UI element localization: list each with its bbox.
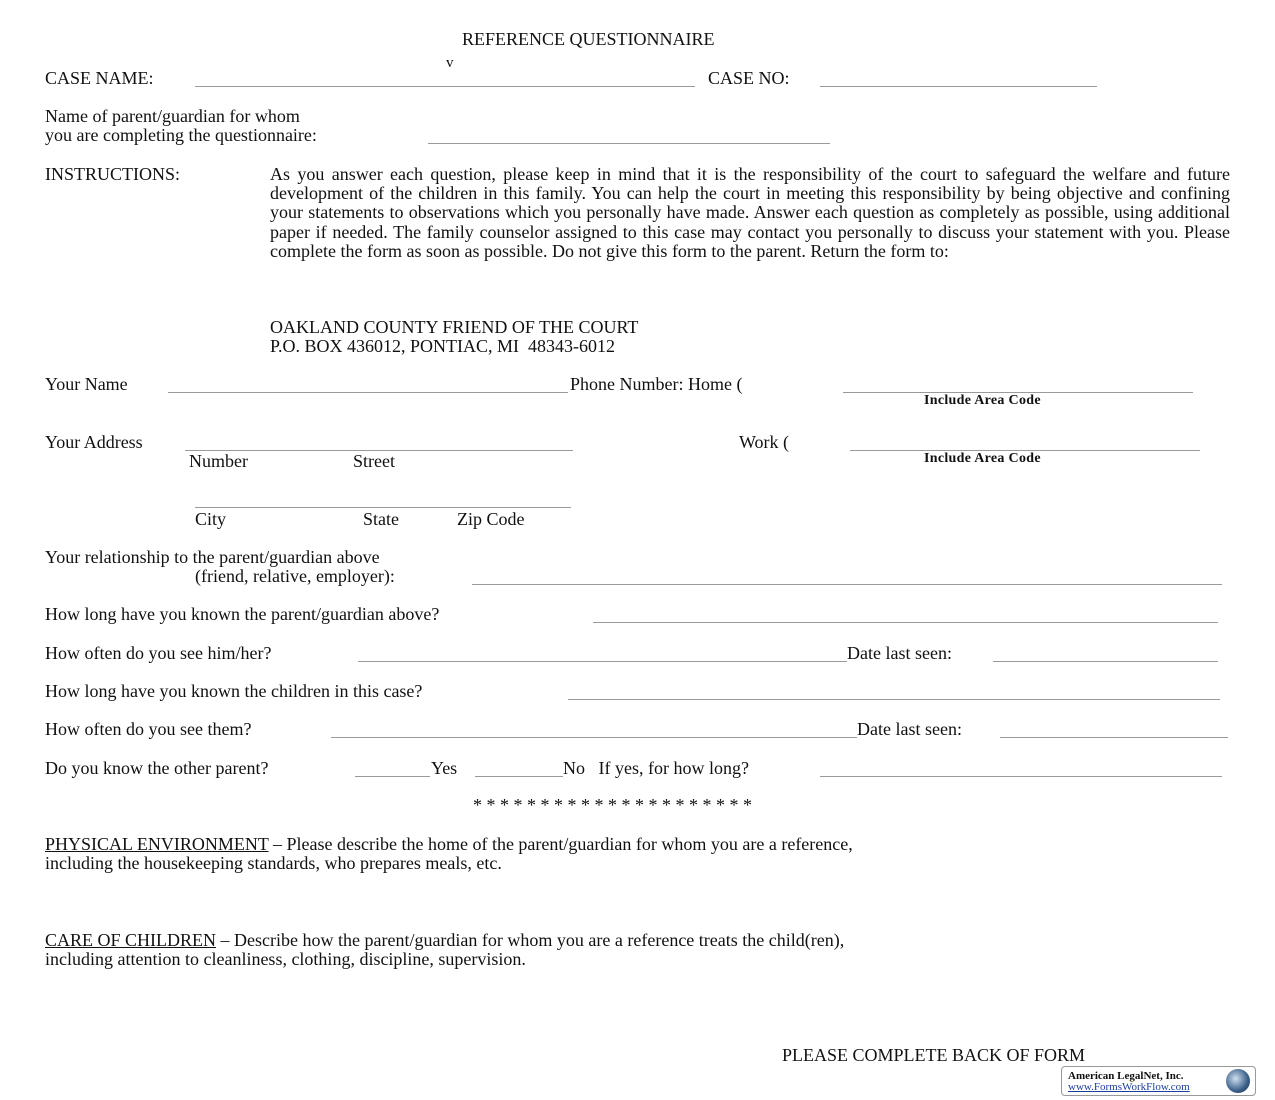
care-of-children-text-1: [45, 931, 844, 950]
date-last-seen-label-1: Date last seen:: [847, 643, 952, 663]
often-parent-field[interactable]: [358, 661, 847, 662]
other-parent-no-field[interactable]: [475, 776, 563, 777]
date-last-seen-field-1[interactable]: [993, 661, 1218, 662]
other-parent-how-long-field[interactable]: [820, 776, 1222, 777]
phone-home-label: Phone Number: Home (: [570, 374, 743, 394]
other-parent-yes-field[interactable]: [355, 776, 430, 777]
city-state-zip-field[interactable]: [195, 507, 571, 508]
yes-label: Yes: [431, 758, 458, 778]
globe-icon: [1226, 1069, 1250, 1093]
date-last-seen-label-2: Date last seen:: [857, 719, 962, 739]
zip-label: Zip Code: [457, 509, 525, 529]
often-children-label: How often do you see them?: [45, 719, 252, 739]
case-no-label: CASE NO:: [708, 68, 790, 88]
instructions-text: As you answer each question, please keep in mind that it is the responsibility of the court to safeguard the welfare and future development of the children in this family. You can help the court in meeting this responsibility by being objective and confining your statements to observations which you personally have made. Answer each question as completely as possible, using additional paper if needed. The family counselor assigned to this case may contact you personally to discuss your statement with you. Please complete the form as soon as possible. Do not give this form to the parent. Return the form to:: [270, 164, 1230, 261]
known-parent-label: How long have you known the parent/guardian above?: [45, 604, 440, 624]
physical-environment-heading: PHYSICAL ENVIRONMENT: [45, 834, 269, 854]
no-how-long-label: No If yes, for how long?: [563, 758, 749, 778]
american-legalnet-logo[interactable]: [1061, 1066, 1256, 1096]
known-children-label: How long have you known the children in this case?: [45, 681, 423, 701]
case-no-field[interactable]: [820, 86, 1097, 87]
return-address-2: P.O. BOX 436012, PONTIAC, MI 48343-6012: [270, 336, 616, 356]
known-children-field[interactable]: [568, 699, 1220, 700]
parent-label-2: you are completing the questionnaire:: [45, 125, 317, 145]
often-parent-label: How often do you see him/her?: [45, 643, 272, 663]
relationship-label-1: Your relationship to the parent/guardian above: [45, 547, 380, 567]
case-name-label: CASE NAME:: [45, 68, 154, 88]
your-address-label: Your Address: [45, 432, 143, 452]
physical-environment-prompt: – Please describe the home of the parent/guardian for whom you are a reference,: [268, 834, 853, 854]
known-parent-field[interactable]: [593, 622, 1218, 623]
care-of-children-prompt: – Describe how the parent/guardian for whom you are a reference treats the child(ren),: [216, 930, 845, 950]
care-of-children-text-2: including attention to cleanliness, clothing, discipline, supervision.: [45, 949, 526, 969]
logo-url-link[interactable]: www.FormsWorkFlow.com: [1068, 1081, 1190, 1093]
section-divider-stars: * * * * * * * * * * * * * * * * * * * * *: [473, 795, 752, 815]
return-address-1: OAKLAND COUNTY FRIEND OF THE COURT: [270, 317, 639, 337]
number-label: Number: [189, 451, 248, 471]
area-code-hint-work: Include Area Code: [924, 451, 1041, 466]
instructions-label: INSTRUCTIONS:: [45, 164, 181, 184]
relationship-field[interactable]: [472, 584, 1222, 585]
page-title: REFERENCE QUESTIONNAIRE: [462, 29, 715, 49]
parent-name-field[interactable]: [428, 143, 830, 144]
physical-environment-text-1: [45, 835, 853, 854]
area-code-hint-home: Include Area Code: [924, 393, 1041, 408]
other-parent-label: Do you know the other parent?: [45, 758, 269, 778]
parent-label-1: Name of parent/guardian for whom: [45, 106, 300, 126]
city-label: City: [195, 509, 227, 529]
date-last-seen-field-2[interactable]: [1000, 737, 1228, 738]
state-label: State: [363, 509, 399, 529]
case-name-field[interactable]: [195, 86, 695, 87]
your-name-label: Your Name: [45, 374, 128, 394]
your-name-field[interactable]: [168, 392, 568, 393]
relationship-label-2: (friend, relative, employer):: [195, 566, 395, 586]
street-label: Street: [353, 451, 395, 471]
logo-company-name: American LegalNet, Inc.: [1068, 1070, 1184, 1082]
versus-mark: v: [446, 55, 454, 71]
care-of-children-heading: CARE OF CHILDREN: [45, 930, 217, 950]
back-of-form-note: PLEASE COMPLETE BACK OF FORM: [782, 1045, 1086, 1065]
physical-environment-text-2: including the housekeeping standards, who prepares meals, etc.: [45, 853, 502, 873]
often-children-field[interactable]: [331, 737, 857, 738]
phone-work-label: Work (: [739, 432, 790, 452]
